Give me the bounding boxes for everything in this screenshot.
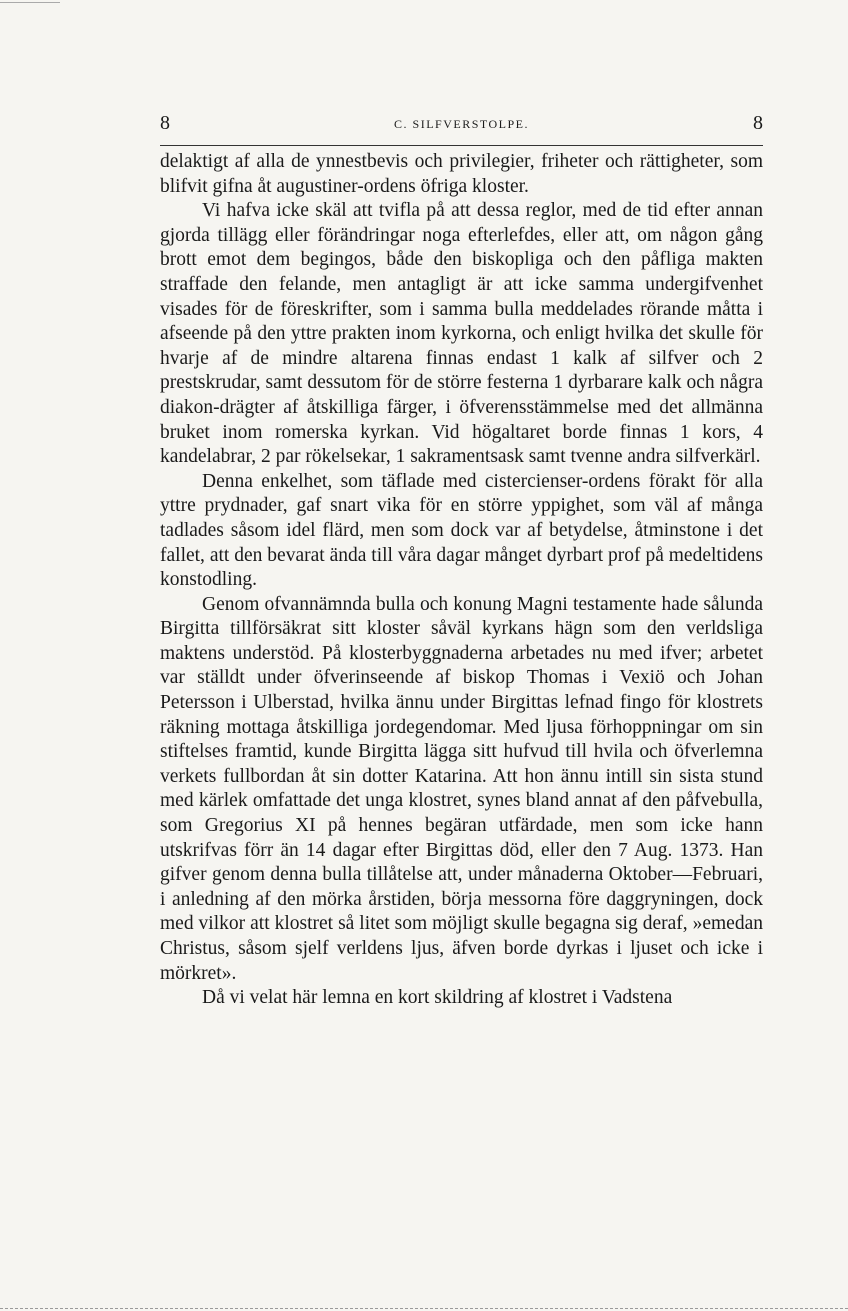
- paragraph: Genom ofvannämnda bulla och konung Magni testamente hade sålunda Birgitta tillförsäkrat sitt kloster såväl kyrkans hägn som den verldsliga maktens understöd. På klosterbyggnaderna arbetades nu med ifver; arbetet var ställdt under öfverinseende af biskop Thomas i Vexiö och Johan Petersson i Ulberstad, hvilka ännu under Birgittas lefnad fingo för klostrets räkning mottaga åtskilliga jordegendomar. Med ljusa förhoppningar om sin stiftelses framtid, kunde Birgitta lägga sitt hufvud till hvila och öfverlemna verkets fullbordan åt sin dotter Katarina. Att hon ännu intill sin sista stund med kärlek omfattade det unga klostret, synes bland annat af den påfvebulla, som Gregorius XI på hennes begäran utfärdade, men som icke hann utskrifvas förr än 14 dagar efter Birgittas död, eller den 7 Aug. 1373. Han gifver genom denna bulla tillåtelse att, under månaderna Oktober—Februari, i anledning af den mörka årstiden, börja messorna före daggryningen, dock med vilkor att klostret så litet som möjligt skulle begagna sig deraf, »emedan Christus, såsom sjelf verldens ljus, äfven borde dyrkas i ljuset och icke i mörkret».: [160, 593, 763, 984]
- paragraph-continued: delaktigt af alla de ynnestbevis och privilegier, friheter och rättigheter, som blifvit gifna åt augustiner-ordens öfriga kloster.: [160, 151, 763, 197]
- scan-edge-mark: [0, 1308, 848, 1309]
- page-number-right: 8: [753, 112, 763, 134]
- body-text: [160, 150, 763, 1011]
- header-rule: [160, 145, 763, 146]
- running-head: C. SILFVERSTOLPE.: [394, 117, 529, 131]
- page-header: [160, 112, 763, 136]
- paragraph: Vi hafva icke skäl att tvifla på att dessa reglor, med de tid efter annan gjorda tillägg eller förändringar noga efterlefdes, eller att, om någon gång brott emot dem begingos, både den biskopliga och den påfliga makten straffade den felande, men antagligt är att icke samma undergifvenhet visades för de föreskrifter, som i samma bulla meddelades rörande måtta i afseende på den yttre prakten inom kyrkorna, och enligt hvilka det skulle för hvarje af de mindre altarena finnas endast 1 kalk af silfver och 2 prestskrudar, samt dessutom för de större festerna 1 dyrbarare kalk och några diakon-drägter af åtskilliga färger, i öfverensstämmelse med det allmänna bruket inom romerska kyrkan. Vid högaltaret borde finnas 1 kors, 4 kandelabrar, 2 par rökelsekar, 1 sakramentsask samt tvenne andra silfverkärl.: [160, 200, 763, 468]
- page-number-left: 8: [160, 112, 170, 134]
- paragraph: Denna enkelhet, som täflade med cistercienser-ordens förakt för alla yttre prydnader, gaf snart vika för en större yppighet, som väl af många tadlades såsom idel flärd, men som dock var af betydelse, åtminstone i det fallet, att den bevarat ända till våra dagar månget dyrbart prof på medeltidens konstodling.: [160, 470, 763, 591]
- paragraph: Då vi velat här lemna en kort skildring af klostret i Vadstena: [202, 987, 673, 1009]
- scan-edge-mark: [0, 2, 60, 3]
